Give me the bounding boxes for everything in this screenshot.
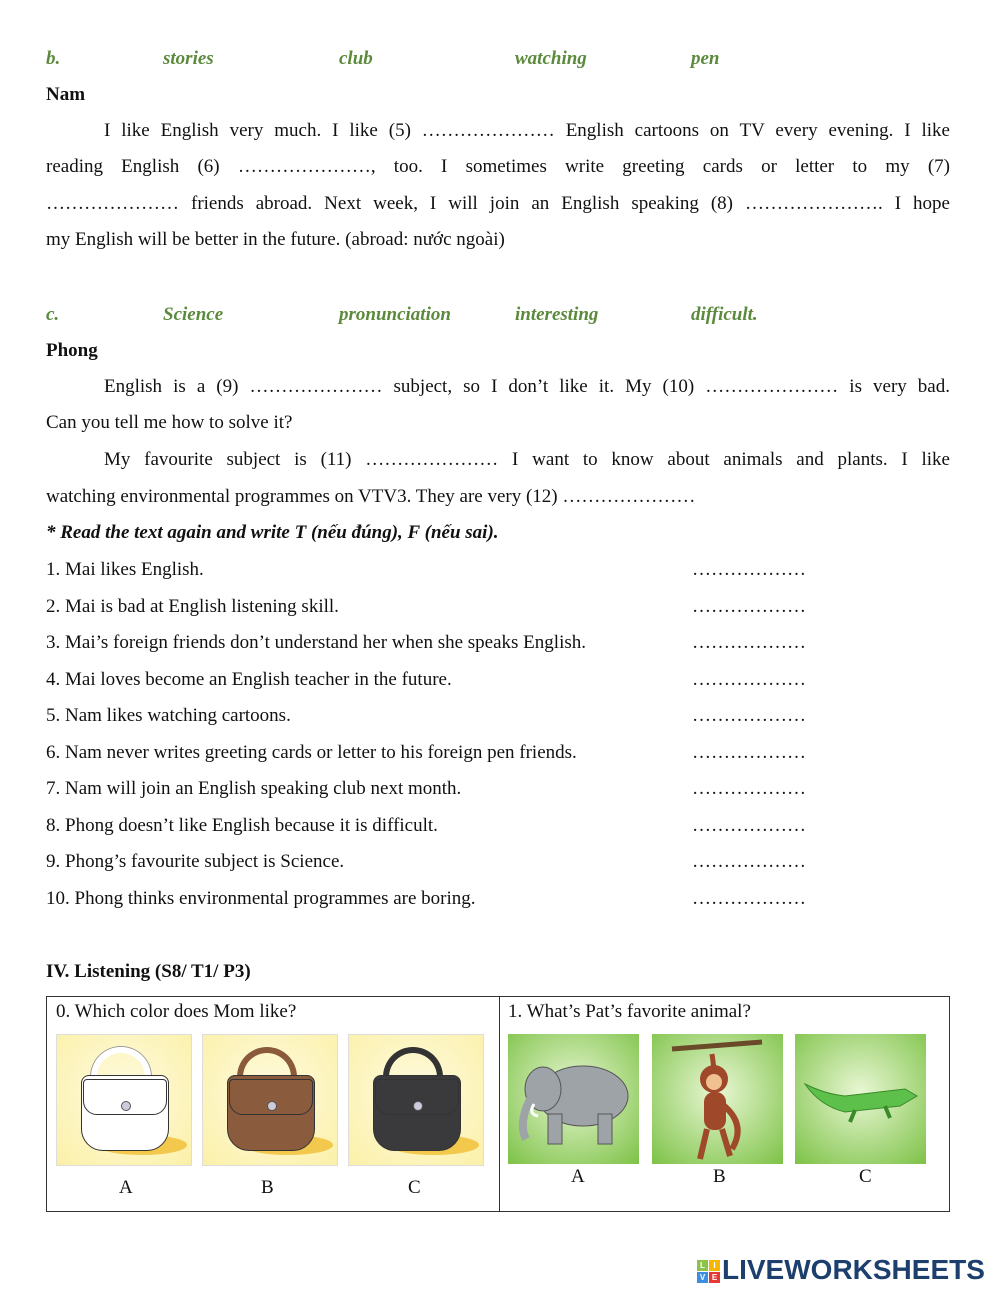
answer-blank[interactable]: ……………… xyxy=(692,632,806,653)
option-a-label: A xyxy=(571,1166,585,1187)
option-b-label: B xyxy=(713,1166,726,1187)
logo-text: LIVEWORKSHEETS xyxy=(722,1254,985,1285)
answer-blank[interactable]: ……………… xyxy=(692,814,806,836)
brown-bag-image[interactable] xyxy=(202,1034,338,1166)
monkey-image[interactable] xyxy=(652,1034,783,1164)
word-option: Science xyxy=(163,304,224,325)
word-option: club xyxy=(339,48,373,69)
option-b-label: B xyxy=(261,1177,274,1198)
paragraph-line: watching environmental programmes on VTV3. They are very (12) ………………… xyxy=(46,486,696,507)
crocodile-image[interactable] xyxy=(795,1034,926,1164)
question-0: 0. Which color does Mom like? xyxy=(56,1001,297,1022)
tf-instruction: * Read the text again and write T (nếu đúng), F (nếu sai). xyxy=(46,522,499,543)
answer-blank[interactable]: ……………… xyxy=(692,887,806,909)
section-c-letter: c. xyxy=(46,304,60,325)
question-1: 1. What’s Pat’s favorite animal? xyxy=(508,1001,751,1022)
word-option: difficult. xyxy=(691,304,758,325)
table-divider xyxy=(499,997,500,1211)
tf-statement: 6. Nam never writes greeting cards or letter to his foreign pen friends. xyxy=(46,741,577,763)
answer-blank[interactable]: ……………… xyxy=(692,851,806,872)
tf-statement: 2. Mai is bad at English listening skill. xyxy=(46,595,339,617)
option-c-label: C xyxy=(859,1166,872,1187)
speaker-name: Phong xyxy=(46,340,98,361)
paragraph-line: I like English very much. I like (5) ………………… English cartoons on TV every evening. I like xyxy=(104,120,950,141)
tf-statement: 7. Nam will join an English speaking club next month. xyxy=(46,778,462,799)
paragraph-line: ………………… friends abroad. Next week, I will join an English speaking (8) …………………. I hope xyxy=(46,193,950,214)
tf-statement: 1. Mai likes English. xyxy=(46,559,204,580)
paragraph-line: My favourite subject is (11) ………………… I want to know about animals and plants. I like xyxy=(104,449,950,470)
logo-badge-icon: L I V E xyxy=(697,1260,720,1283)
paragraph-line: my English will be better in the future. (abroad: nước ngoài) xyxy=(46,229,505,250)
answer-blank[interactable]: ……………… xyxy=(692,741,806,763)
liveworksheets-logo xyxy=(697,1255,985,1285)
answer-blank[interactable]: ……………… xyxy=(692,778,806,799)
paragraph-line: English is a (9) ………………… subject, so I don’t like it. My (10) ………………… is very bad. xyxy=(104,376,950,397)
tf-statement: 4. Mai loves become an English teacher in the future. xyxy=(46,668,452,690)
tf-statement: 10. Phong thinks environmental programmes are boring. xyxy=(46,887,476,909)
answer-blank[interactable]: ……………… xyxy=(692,595,806,617)
black-bag-image[interactable] xyxy=(348,1034,484,1166)
elephant-image[interactable] xyxy=(508,1034,639,1164)
paragraph-line: Can you tell me how to solve it? xyxy=(46,412,293,433)
section-b-letter: b. xyxy=(46,48,61,69)
listening-table xyxy=(46,996,950,1212)
tf-statement: 3. Mai’s foreign friends don’t understand her when she speaks English. xyxy=(46,632,586,653)
word-option: pen xyxy=(691,48,720,69)
paragraph-line: reading English (6) …………………, too. I sometimes write greeting cards or letter to my (7) xyxy=(46,156,950,177)
tf-statement: 8. Phong doesn’t like English because it is difficult. xyxy=(46,814,438,836)
word-option: stories xyxy=(163,48,214,69)
word-option: watching xyxy=(515,48,587,69)
answer-blank[interactable]: ……………… xyxy=(692,705,806,726)
word-option: pronunciation xyxy=(339,304,451,325)
word-option: interesting xyxy=(515,304,599,325)
tf-statement: 9. Phong’s favourite subject is Science. xyxy=(46,851,345,872)
option-c-label: C xyxy=(408,1177,421,1198)
option-a-label: A xyxy=(119,1177,133,1198)
speaker-name: Nam xyxy=(46,84,86,105)
answer-blank[interactable]: ……………… xyxy=(692,559,806,580)
answer-blank[interactable]: ……………… xyxy=(692,668,806,690)
listening-title: IV. Listening (S8/ T1/ P3) xyxy=(46,961,251,982)
tf-statement: 5. Nam likes watching cartoons. xyxy=(46,705,291,726)
white-bag-image[interactable] xyxy=(56,1034,192,1166)
